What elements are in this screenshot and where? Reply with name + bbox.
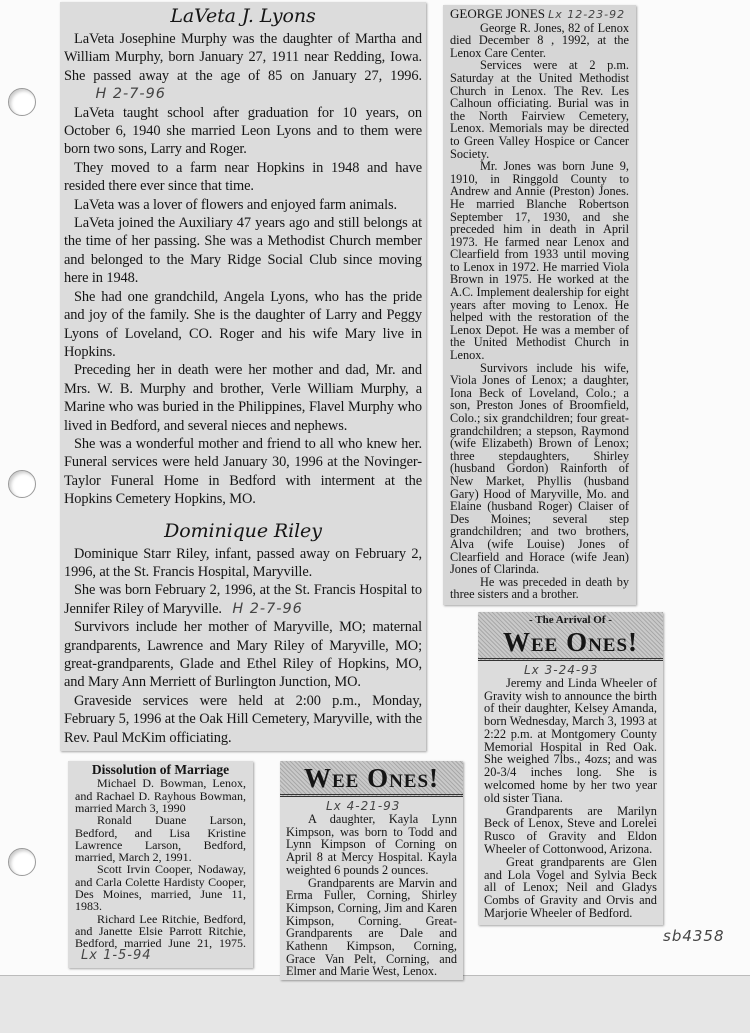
- birth-announcement-kimpson: [280, 761, 463, 980]
- paragraph: Survivors include his wife, Viola Jones of Lenox; a daughter, Iona Beck of Loveland, Colo.; a son, Preston Jones of Broomfield, Colo.; six grandchildren; four great-grandchildren; a stepson, Raymond (wife Elizabeth) Brown of Lenox; three stepdaughters, Shirley (husband Gordon) Rainforth of New Market, Phyllis (husband Gary) Hood of Maryville, Mo. and Elaine (husband Roger) Claiser of Des Moines; several step grandchildren; and two brothers, Alva (wife Louise) Jones of Clearfield and Horace (wife Jean) Jones of Clarinda.: [450, 360, 629, 577]
- paragraph: George R. Jones, 82 of Lenox died December 8 , 1992, at the Lenox Care Center.: [450, 20, 629, 60]
- paragraph: Dominique Starr Riley, infant, passed away on February 2, 1996, at the St. Francis Hospital, Maryville.: [64, 545, 422, 580]
- handwritten-date: Lx 3-24-93: [524, 662, 599, 677]
- paragraph: LaVeta taught school after graduation for 10 years, on October 6, 1940 she married Leon Lyons and to them were born two sons, Larry and Roger.: [64, 104, 422, 158]
- paragraph: Michael D. Bowman, Lenox, and Rachael D. Rayhous Bowman, married March 3, 1990: [75, 776, 246, 815]
- wee-ones-banner: [478, 612, 663, 661]
- obituary-title: GEORGE JONES: [450, 6, 545, 21]
- binder-hole: [8, 848, 36, 876]
- banner-title: Wee Ones!: [502, 626, 639, 657]
- paragraph: A daughter, Kayla Lynn Kimpson, was born to Todd and Lynn Kimpson of Corning on April 8 at Mercy Hospital. Kayla weighted 6 pounds 2 ounces.: [286, 812, 457, 877]
- paragraph: Preceding her in death were her mother and dad, Mr. and Mrs. W. B. Murphy and brother, Verle William Murphy, a Marine who was buried in the Philippines, Flavel Murphy who lived in Bedford, and several nieces and nephews.: [64, 362, 422, 434]
- right-column: [443, 5, 725, 945]
- paragraph: Services were at 2 p.m. Saturday at the United Methodist Church in Lenox. The Rev. Les Calhoun officiating. Burial was in the North Fairview Cemetery, Lenox. Memorials may be directed to Green Valley Hospice or Cancer Society.: [450, 58, 629, 161]
- handwritten-date: H 2-7-96: [95, 86, 166, 103]
- paragraph: She was a wonderful mother and friend to all who knew her. Funeral services were held January 30, 1996 at the Novinger-Taylor Funeral Home in Bedford with interment at the Hopkins Cemetery Hopkins, MO.: [64, 435, 422, 508]
- handwritten-date: Lx 12-23-92: [548, 8, 626, 21]
- paragraph: LaVeta joined the Auxiliary 47 years ago and still belongs at the time of her passing. She was a Methodist Church member and belonged to the Mary Ridge Social Club since moving here in 1948.: [64, 215, 422, 287]
- bottom-left-row: [60, 761, 463, 980]
- paragraph: Graveside services were held at 2:00 p.m., Monday, February 5, 1996 at the Oak Hill Cemetery, Maryville, with the Rev. Paul McKim officiating.: [64, 692, 422, 746]
- wee-ones-banner: [280, 761, 463, 797]
- paragraph: Scott Irvin Cooper, Nodaway, and Carla Colette Hardisty Cooper, Des Moines, married, June 11, 1983.: [75, 862, 246, 914]
- paragraph: Grandparents are Marilyn Beck of Lenox, Steve and Lorelei Rusco of Gravity and Eldon Wheeler of Cottonwood, Arizona.: [484, 803, 657, 857]
- paragraph: Ronald Duane Larson, Bedford, and Lisa Kristine Lawrence Larson, Bedford, married, March 2, 1991.: [75, 813, 246, 865]
- paragraph-with-date: [64, 581, 422, 618]
- paragraph: Richard Lee Ritchie, Bedford, and Janette Elsie Parrott Ritchie, Bedford, married June 21, 1975.: [75, 911, 246, 951]
- paragraph-with-date: [64, 30, 422, 104]
- paragraph-with-date: [75, 913, 246, 963]
- handwritten-date: Lx 4-21-93: [326, 799, 401, 814]
- paragraph: Great grandparents are Glen and Lola Vogel and Sylvia Beck all of Lenox; Neil and Gladys Combs of Gravity and Orvis and Marjorie Wheeler of Bedford.: [484, 854, 657, 921]
- notice-title: Dissolution of Marriage: [91, 762, 230, 778]
- handwritten-date: Lx 1-5-94: [81, 948, 152, 964]
- left-column: [60, 2, 470, 980]
- paragraph: He was preceded in death by three sisters and a brother.: [450, 574, 629, 602]
- banner-subtitle: - The Arrival Of -: [529, 613, 612, 626]
- paragraph: They moved to a farm near Hopkins in 1948 and have resided there ever since that time.: [64, 159, 422, 195]
- obituary-title: LaVeta J. Lyons: [170, 5, 316, 27]
- paragraph: Mr. Jones was born June 9, 1910, in Ringgold County to Andrew and Annie (Preston) Jones. He married Blanche Robertson September 17, 1930, and she preceded him in death in April 1973. He farmed near Lenox and Clearfield from 1933 until moving to Lenox in 1972. He married Viola Brown in 1975. He worked at the A.C. Implement dealership for eight years after moving to Lenox. He helped with the restoration of the Lenox Depot. He was a member of the United Methodist Church in Lenox.: [450, 159, 629, 363]
- catalog-number: sb4358: [663, 926, 725, 945]
- binder-hole: [8, 470, 36, 498]
- birth-announcement-wheeler: [478, 612, 663, 925]
- paragraph: Survivors include her mother of Maryville, MO; maternal grandparents, Lawrence and Mary Riley of Maryville, MO; great-grandparents, Glade and Ethel Riley of Hopkins, MO, and Mary Ann Merriett of Burlington Junction, MO.: [64, 619, 422, 691]
- dissolution-of-marriage-notice: [68, 761, 253, 968]
- binder-hole: [8, 88, 36, 116]
- paragraph: Grandparents are Marvin and Erma Fuller, Corning, Shirley Kimpson, Corning, Jim and Karen Kimpson, Corning. Great-Grandparents are Dale and Kathenn Kimpson, Corning, Grace Van Pelt, Corning, and Elmer and Marie West, Lenox.: [286, 875, 457, 979]
- paragraph: LaVeta Josephine Murphy was the daughter of Martha and William Murphy, born January 27, 1911 near Redding, Iowa. She passed away at the age of 85 on January 27, 1996.: [64, 31, 422, 84]
- banner-title: Wee Ones!: [303, 763, 440, 794]
- paragraph: She was born February 2, 1996, at the St. Francis Hospital to Jennifer Riley of Maryville.: [64, 582, 422, 617]
- obituary-title: Dominique Riley: [164, 519, 322, 542]
- paragraph: LaVeta was a lover of flowers and enjoyed farm animals.: [74, 196, 397, 213]
- paragraph: She had one grandchild, Angela Lyons, who has the pride and joy of the family. She is the daughter of Larry and Peggy Lyons of Loveland, CO. Roger and his wife Mary live in Hopkins.: [64, 288, 422, 360]
- obituary-laveta-lyons: [60, 2, 426, 751]
- handwritten-date: H 2-7-96: [232, 600, 303, 617]
- paragraph: Jeremy and Linda Wheeler of Gravity wish to announce the birth of their daughter, Kelsey Amanda, born Wednesday, March 3, 1993 at 2:22 p.m. at Montgomery County Memorial Hospital in Red Oak. She weighed 7lbs., 4ozs; and was 20-3/4 inches long. She is welcomed home by her two year old sister Tiana.: [484, 675, 657, 805]
- obituary-george-jones: [443, 5, 636, 605]
